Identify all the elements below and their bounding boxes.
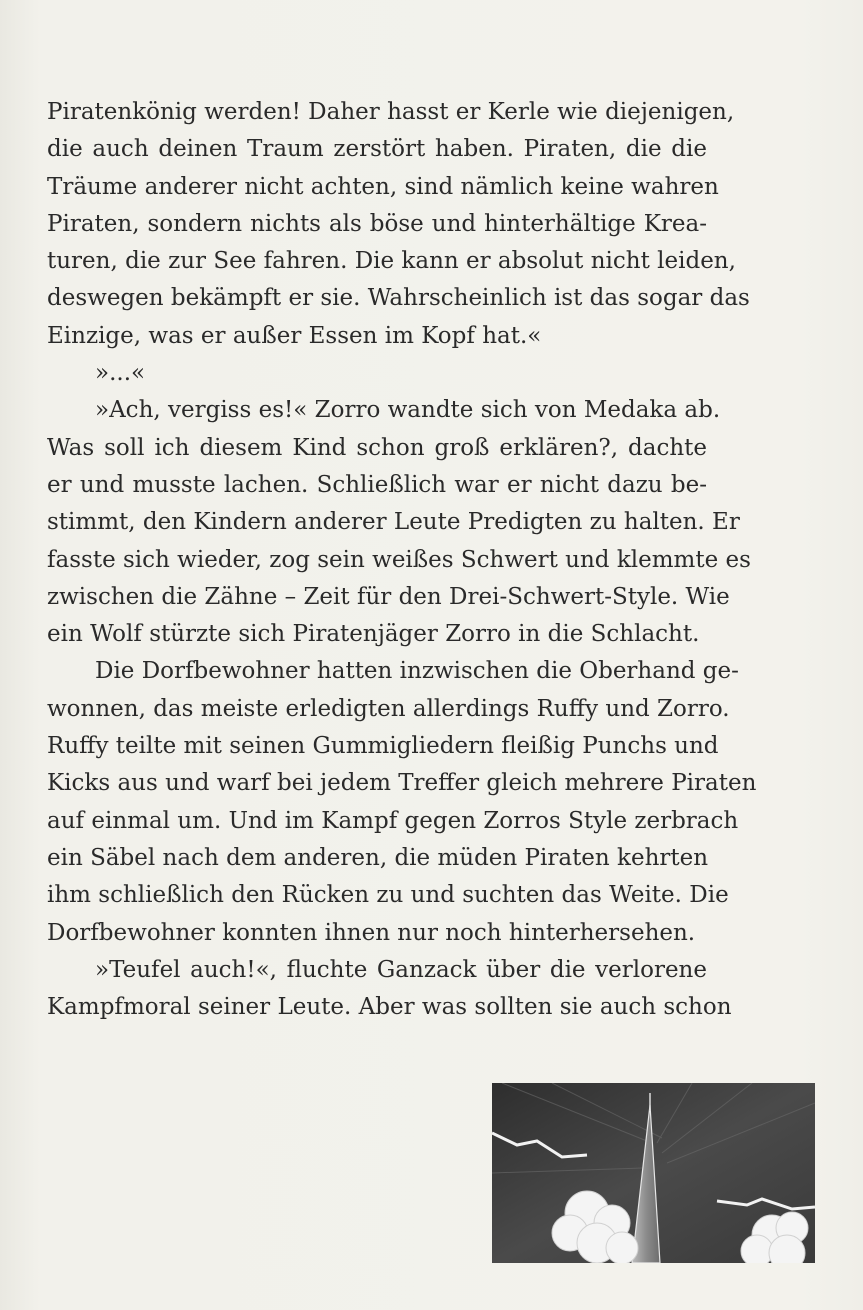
text-line: Ruffy teilte mit seinen Gummigliedern fleißig Punchs und: [47, 733, 719, 760]
paragraph-4: [47, 653, 757, 951]
text-line: Kampfmoral seiner Leute. Aber was sollten sie auch schon: [47, 994, 732, 1021]
text-line: Dorfbewohner konnten ihnen nur noch hinterhersehen.: [47, 919, 696, 946]
text-line: Einzige, was er außer Essen im Kopf hat.«: [47, 322, 542, 349]
text-line: »Ach, vergiss es!« Zorro wandte sich von Medaka ab.: [95, 397, 721, 424]
text-line: deswegen bekämpft er sie. Wahrscheinlich ist das sogar das: [47, 285, 750, 312]
text-line: Piraten, sondern nichts als böse und hinterhältige Krea-: [47, 210, 707, 237]
text-line: Piratenkönig werden! Daher hasst er Kerle wie diejenigen,: [47, 99, 735, 125]
paragraph-5: [47, 952, 732, 1027]
text-line: fasste sich wieder, zog sein weißes Schwert und klemmte es: [47, 546, 751, 573]
paragraph-3: [47, 392, 751, 653]
text-line: er und musste lachen. Schließlich war er nicht dazu be-: [47, 471, 707, 498]
paragraph-2: [47, 355, 707, 392]
text-line: Was soll ich diesem Kind schon groß erklären?, dachte: [47, 434, 707, 461]
body-text: [47, 94, 757, 1026]
text-line: Träume anderer nicht achten, sind nämlich keine wahren: [47, 173, 719, 200]
text-line: Kicks aus und warf bei jedem Treffer gleich mehrere Piraten: [47, 770, 757, 797]
text-line: zwischen die Zähne – Zeit für den Drei-Schwert-Style. Wie: [47, 583, 730, 610]
text-line: »...«: [95, 360, 146, 387]
paragraph-1: [47, 94, 750, 355]
text-line: ein Wolf stürzte sich Piratenjäger Zorro in die Schlacht.: [47, 621, 700, 648]
manga-sword-clouds-illustration: [492, 1083, 815, 1263]
text-line: wonnen, das meiste erledigten allerdings Ruffy und Zorro.: [47, 695, 730, 722]
illustration-svg: [492, 1083, 815, 1263]
text-line: auf einmal um. Und im Kampf gegen Zorros Style zerbrach: [47, 807, 739, 834]
text-line: stimmt, den Kindern anderer Leute Predigten zu halten. Er: [47, 509, 740, 536]
text-line: die auch deinen Traum zerstört haben. Piraten, die die: [47, 136, 707, 163]
text-line: ihm schließlich den Rücken zu und suchten das Weite. Die: [47, 882, 729, 909]
text-line: Die Dorfbewohner hatten inzwischen die Oberhand ge-: [95, 658, 739, 685]
text-line: »Teufel auch!«, fluchte Ganzack über die verlorene: [95, 956, 707, 983]
text-line: ein Säbel nach dem anderen, die müden Piraten kehrten: [47, 844, 709, 871]
text-line: turen, die zur See fahren. Die kann er absolut nicht leiden,: [47, 248, 736, 275]
